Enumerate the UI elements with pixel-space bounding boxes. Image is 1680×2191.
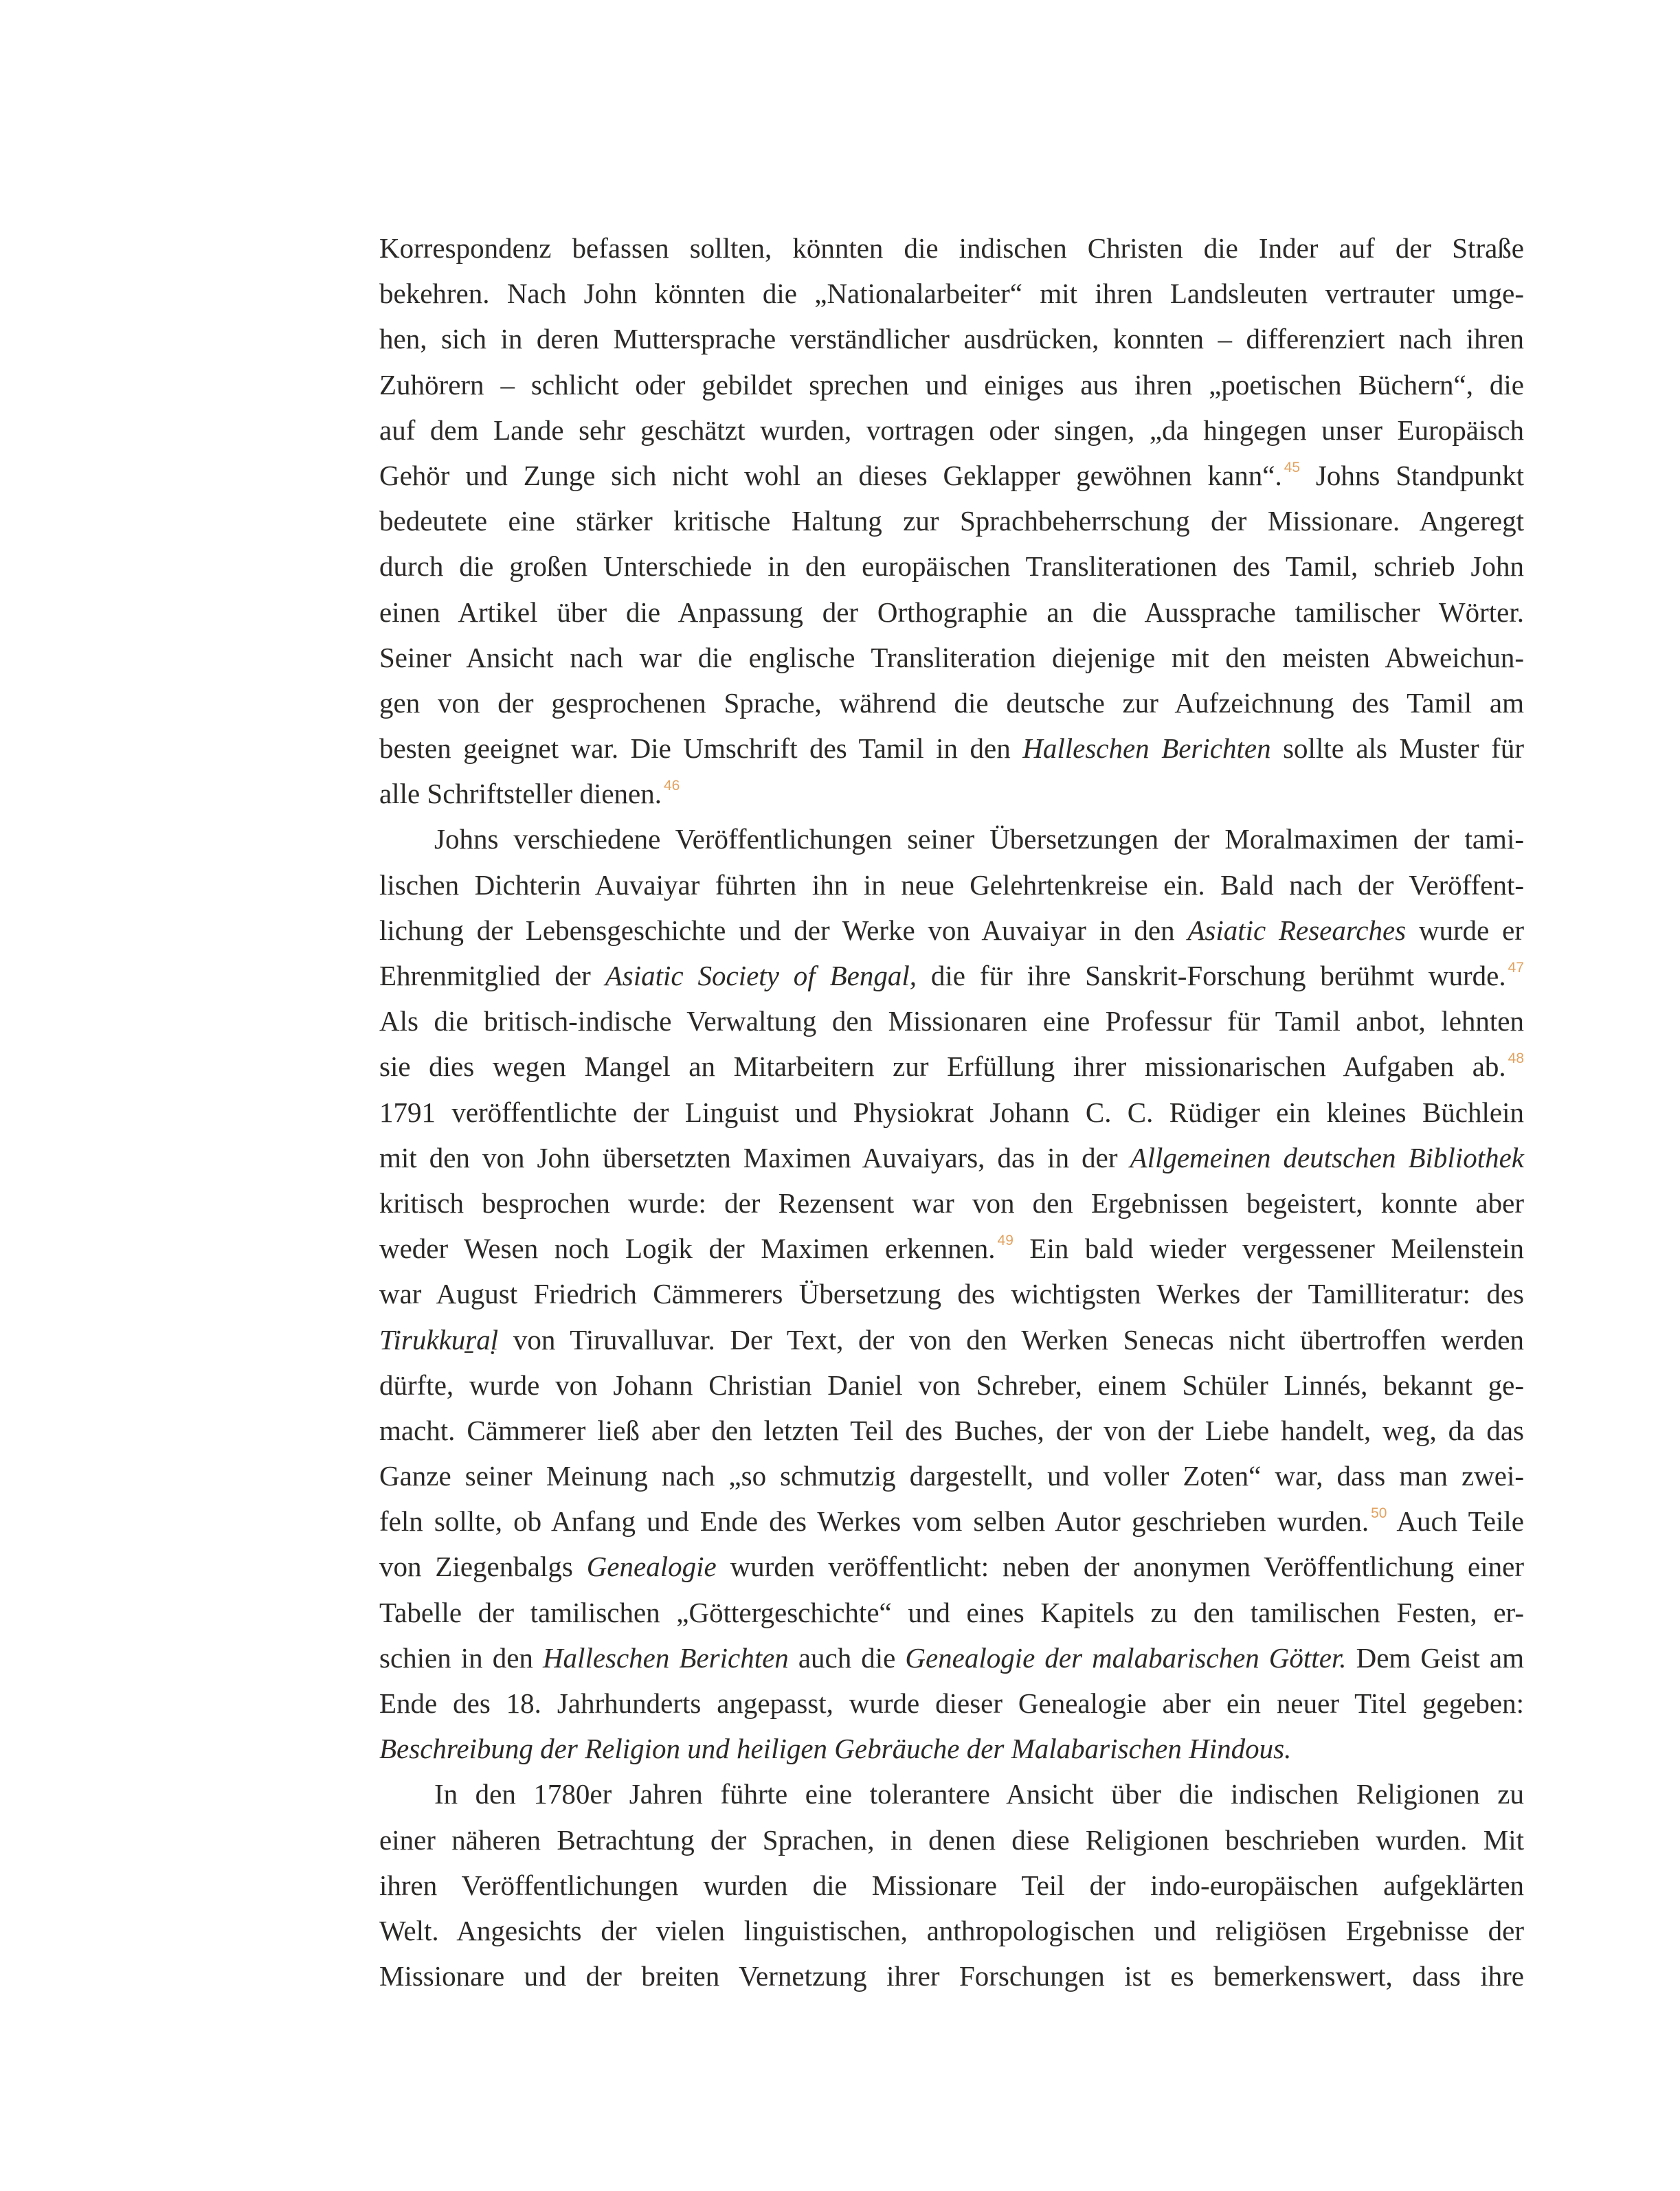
text-line: Welt. Angesichts der vielen linguistischen, anthropologischen und religiösen Ergebnisse der: [379, 1914, 1524, 1946]
text-line: In den 1780er Jahren führte eine tolerantere Ansicht über die indischen Religionen zu: [434, 1778, 1524, 1810]
italic-title: Genealogie der malabarischen Götter.: [905, 1641, 1347, 1674]
text-segment: auch die: [788, 1641, 906, 1674]
text-line: Seiner Ansicht nach war die englische Transliteration diejenige mit den meisten Abweichun-: [379, 641, 1524, 673]
text-segment: sie dies wegen Mangel an Mitarbeitern zur Erfüllung ihrer missionarischen Aufgaben ab.: [379, 1050, 1506, 1083]
text-segment: Gehör und Zunge sich nicht wohl an dieses Geklapper gewöhnen kann“.: [379, 459, 1282, 491]
text-line: bekehren. Nach John könnten die „Nationalarbeiter“ mit ihren Landsleuten vertrauter umge-: [379, 278, 1524, 310]
text-segment: alle Schriftsteller dienen.: [379, 778, 662, 810]
text-segment: Ehrenmitglied der: [379, 960, 605, 991]
text-segment: feln sollte, ob Anfang und Ende des Werkes vom selben Autor geschrieben wurden.: [379, 1505, 1369, 1538]
italic-title: Beschreibung der Religion und heiligen Gebräuche der Malabarischen Hindous.: [379, 1733, 1292, 1765]
italic-title: Asiatic Researches: [1187, 914, 1407, 946]
text-segment: Dem Geist am: [1346, 1641, 1524, 1674]
footnote-marker[interactable]: 48: [1508, 1050, 1524, 1067]
text-segment: mit den von John übersetzten Maximen Auvaiyars, das in der: [379, 1141, 1130, 1173]
text-line: Ganze seiner Meinung nach „so schmutzig dargestellt, und voller Zoten“ war, dass man zwei-: [379, 1460, 1524, 1492]
text-segment: von Tiruvalluvar. Der Text, der von den Werken Senecas nicht übertroffen werden: [498, 1323, 1524, 1356]
text-line: hen, sich in deren Muttersprache verständlicher ausdrücken, konnten – differenziert nach ihren: [379, 323, 1524, 355]
text-line: [379, 1226, 1524, 1271]
text-line: einen Artikel über die Anpassung der Orthographie an die Aussprache tamilischer Wörter.: [379, 596, 1524, 628]
text-segment: lichung der Lebensgeschichte und der Werke von Auvaiyar in den: [379, 914, 1188, 946]
text-line: Als die britisch-indische Verwaltung den Missionaren eine Professur für Tamil anbot, lehnten: [379, 1005, 1524, 1037]
text-segment: wurden veröffentlicht: neben der anonymen Veröffentlichung einer: [716, 1551, 1524, 1583]
text-segment: besten geeignet war. Die Umschrift des Tamil in den: [379, 732, 1023, 765]
text-line: bedeutete eine stärker kritische Haltung zur Sprachbeherrschung der Missionare. Angeregt: [379, 505, 1524, 537]
text-line: [379, 1498, 1524, 1544]
text-line: [379, 1544, 1524, 1589]
text-line: [379, 908, 1524, 953]
italic-title: Tirukkuṟaḷ: [379, 1323, 499, 1356]
footnote-marker[interactable]: 50: [1371, 1505, 1387, 1522]
text-line: macht. Cämmerer ließ aber den letzten Teil des Buches, der von der Liebe handelt, weg, da das: [379, 1414, 1524, 1446]
text-line: [379, 1317, 1524, 1362]
text-line: [379, 953, 1524, 998]
italic-title: Halleschen Berichten: [1022, 732, 1271, 765]
text-line: gen von der gesprochenen Sprache, während die deutsche zur Aufzeichnung des Tamil am: [379, 686, 1524, 719]
text-line: [379, 1135, 1524, 1180]
text-line: [379, 1726, 1524, 1771]
text-line: [379, 1635, 1524, 1681]
text-line: Zuhörern – schlicht oder gebildet sprechen und einiges aus ihren „poetischen Büchern“, die: [379, 368, 1524, 401]
text-line: war August Friedrich Cämmerers Übersetzung des wichtigsten Werkes der Tamilliteratur: des: [379, 1278, 1524, 1310]
text-line: [379, 771, 1524, 816]
footnote-marker[interactable]: 47: [1508, 960, 1524, 976]
text-line: [379, 453, 1524, 498]
italic-title: Allgemeinen deutschen Bibliothek: [1130, 1141, 1524, 1173]
text-line: [379, 726, 1524, 771]
text-line: ihren Veröffentlichungen wurden die Missionare Teil der indo-europäischen aufgeklärten: [379, 1869, 1524, 1901]
footnote-marker[interactable]: 45: [1284, 459, 1301, 475]
text-line: kritisch besprochen wurde: der Rezensent war von den Ergebnissen begeistert, konnte aber: [379, 1187, 1524, 1219]
text-segment: von Ziegenbalgs: [379, 1551, 587, 1583]
text-line: [379, 1044, 1524, 1089]
text-line: auf dem Lande sehr geschätzt wurden, vortragen oder singen, „da hingegen unser Europäisch: [379, 414, 1524, 446]
footnote-marker[interactable]: 49: [997, 1233, 1013, 1249]
text-line: einer näheren Betrachtung der Sprachen, in denen diese Religionen beschrieben wurden. Mit: [379, 1823, 1524, 1856]
text-line: 1791 veröffentlichte der Linguist und Physiokrat Johann C. C. Rüdiger ein kleines Büchlein: [379, 1096, 1524, 1128]
text-line: lischen Dichterin Auvaiyar führten ihn in neue Gelehrtenkreise ein. Bald nach der Veröffent-: [379, 868, 1524, 901]
italic-title: Genealogie: [586, 1551, 717, 1583]
italic-title: Asiatic Society of Bengal,: [605, 960, 917, 991]
text-segment: Johns Standpunkt: [1300, 459, 1524, 491]
text-segment: schien in den: [379, 1641, 543, 1674]
text-line: Tabelle der tamilischen „Göttergeschichte“ und eines Kapitels zu den tamilischen Festen, er-: [379, 1596, 1524, 1628]
text-line: Missionare und der breiten Vernetzung ihrer Forschungen ist es bemerkenswert, dass ihre: [379, 1960, 1524, 1992]
text-line: durch die großen Unterschiede in den europäischen Transliterationen des Tamil, schrieb John: [379, 550, 1524, 583]
text-line: Ende des 18. Jahrhunderts angepasst, wurde dieser Genealogie aber ein neuer Titel gegeben:: [379, 1687, 1524, 1719]
text-segment: wurde er: [1406, 914, 1524, 946]
text-line: dürfte, wurde von Johann Christian Daniel von Schreber, einem Schüler Linnés, bekannt ge-: [379, 1369, 1524, 1401]
text-line: Johns verschiedene Veröffentlichungen seiner Übersetzungen der Moralmaximen der tami-: [434, 823, 1524, 855]
text-segment: weder Wesen noch Logik der Maximen erkennen.: [379, 1233, 996, 1265]
text-segment: Ein bald wieder vergessener Meilenstein: [1013, 1233, 1524, 1265]
text-segment: sollte als Muster für: [1270, 732, 1524, 765]
text-line: Korrespondenz befassen sollten, könnten die indischen Christen die Inder auf der Straße: [379, 232, 1524, 264]
text-segment: die für ihre Sanskrit-Forschung berühmt wurde.: [917, 960, 1506, 991]
body-text: [379, 225, 1524, 1999]
text-segment: Auch Teile: [1387, 1505, 1524, 1538]
italic-title: Halleschen Berichten: [542, 1641, 789, 1674]
footnote-marker[interactable]: 46: [663, 778, 680, 794]
